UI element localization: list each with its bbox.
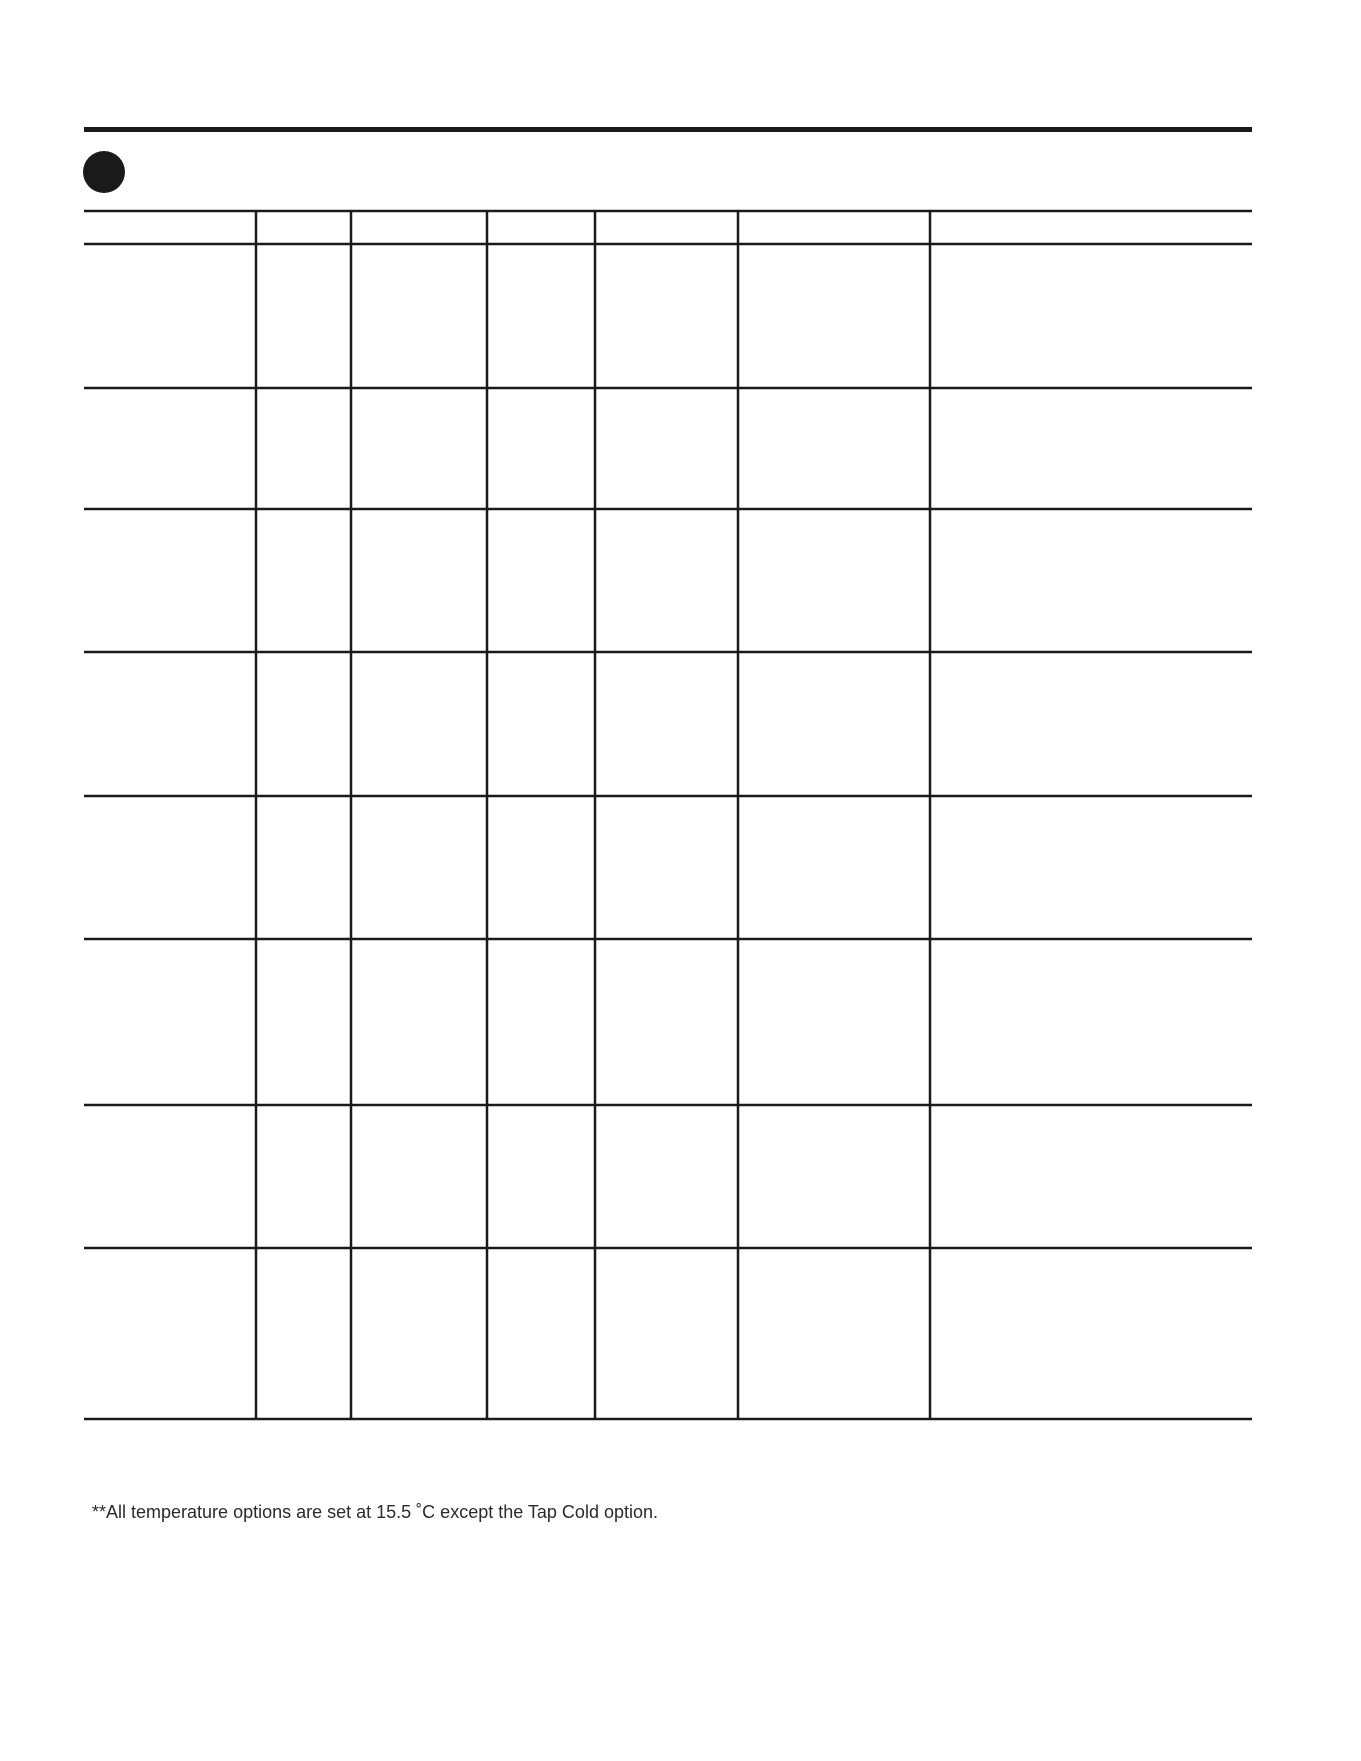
temperature-footnote: **All temperature options are set at 15.5 ˚C except the Tap Cold option. bbox=[92, 1502, 658, 1522]
